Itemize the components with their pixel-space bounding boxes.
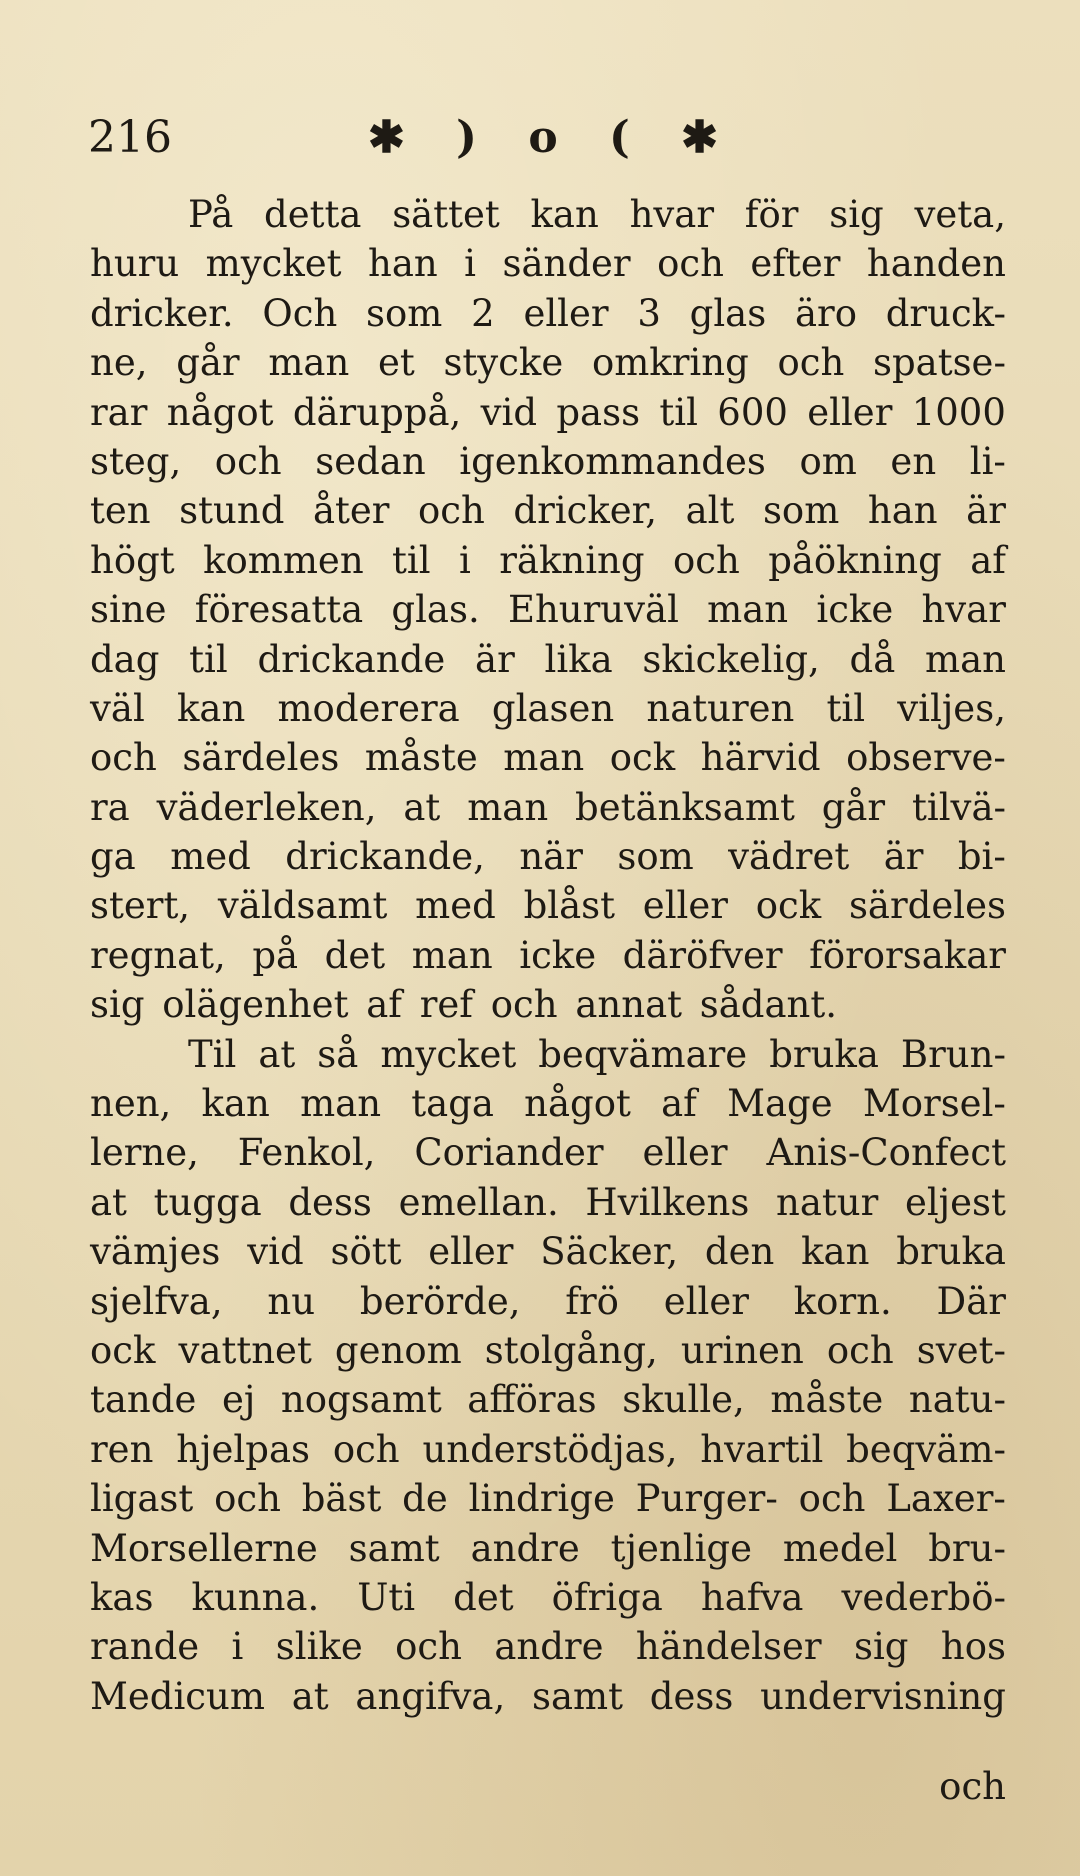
text-line: huru mycket han i sänder och efter handen	[90, 242, 1006, 286]
text-line: och särdeles måste man ock härvid observe-	[90, 736, 1006, 780]
body-text	[90, 190, 1006, 1721]
text-line: kas kunna. Uti det öfriga hafva vederbö-	[90, 1575, 1006, 1619]
text-line: nen, kan man taga något af Mage Morsel-	[90, 1082, 1006, 1126]
text-line: sjelfva, nu berörde, frö eller korn. Där	[90, 1279, 1006, 1323]
text-line: regnat, på det man icke däröfver förorsakar	[90, 933, 1006, 977]
catchword: och	[939, 1765, 1006, 1808]
text-line: ra väderleken, at man betänksamt går tilvä-	[90, 785, 1006, 829]
page-number: 216	[88, 112, 172, 163]
text-line: ren hjelpas och understödjas, hvartil beqväm-	[90, 1427, 1006, 1471]
text-line: sine föresatta glas. Ehuruväl man icke hvar	[90, 588, 1006, 632]
text-line: Til at så mycket beqvämare bruka Brun-	[188, 1032, 1006, 1076]
text-line: ne, går man et stycke omkring och spatse-	[90, 341, 1006, 385]
text-line: ock vattnet genom stolgång, urinen och svet-	[90, 1328, 1006, 1372]
text-line: väl kan moderera glasen naturen til viljes,	[90, 686, 1006, 730]
text-line: rande i slike och andre händelser sig hos	[90, 1625, 1006, 1669]
text-line: ga med drickande, när som vädret är bi-	[90, 835, 1006, 879]
text-line: lerne, Fenkol, Coriander eller Anis-Confect	[90, 1131, 1006, 1175]
text-line: vämjes vid sött eller Säcker, den kan bruka	[90, 1230, 1006, 1274]
text-line: dricker. Och som 2 eller 3 glas äro druck-	[90, 291, 1006, 335]
text-line: ligast och bäst de lindrige Purger- och Laxer-	[90, 1477, 1006, 1521]
page-header	[88, 110, 1008, 170]
header-ornament: ✱ ) o ( ✱	[368, 112, 736, 163]
text-line: sig olägenhet af ref och annat sådant.	[90, 983, 838, 1027]
text-line: Morsellerne samt andre tjenlige medel bru-	[90, 1526, 1006, 1570]
text-line: steg, och sedan igenkommandes om en li-	[90, 439, 1006, 483]
text-line: Medicum at angifva, samt dess undervisning	[90, 1674, 1006, 1718]
text-line: dag til drickande är lika skickelig, då man	[90, 637, 1006, 681]
text-line: högt kommen til i räkning och påökning af	[90, 538, 1006, 582]
text-line: ten stund åter och dricker, alt som han är	[90, 489, 1006, 533]
text-line: at tugga dess emellan. Hvilkens natur eljest	[90, 1180, 1006, 1224]
text-line: På detta sättet kan hvar för sig veta,	[188, 193, 1006, 236]
text-line: rar något däruppå, vid pass til 600 eller 1000	[90, 390, 1006, 434]
text-line: tande ej nogsamt afföras skulle, måste natu-	[90, 1378, 1006, 1422]
text-line: stert, väldsamt med blåst eller ock särdeles	[90, 884, 1006, 928]
